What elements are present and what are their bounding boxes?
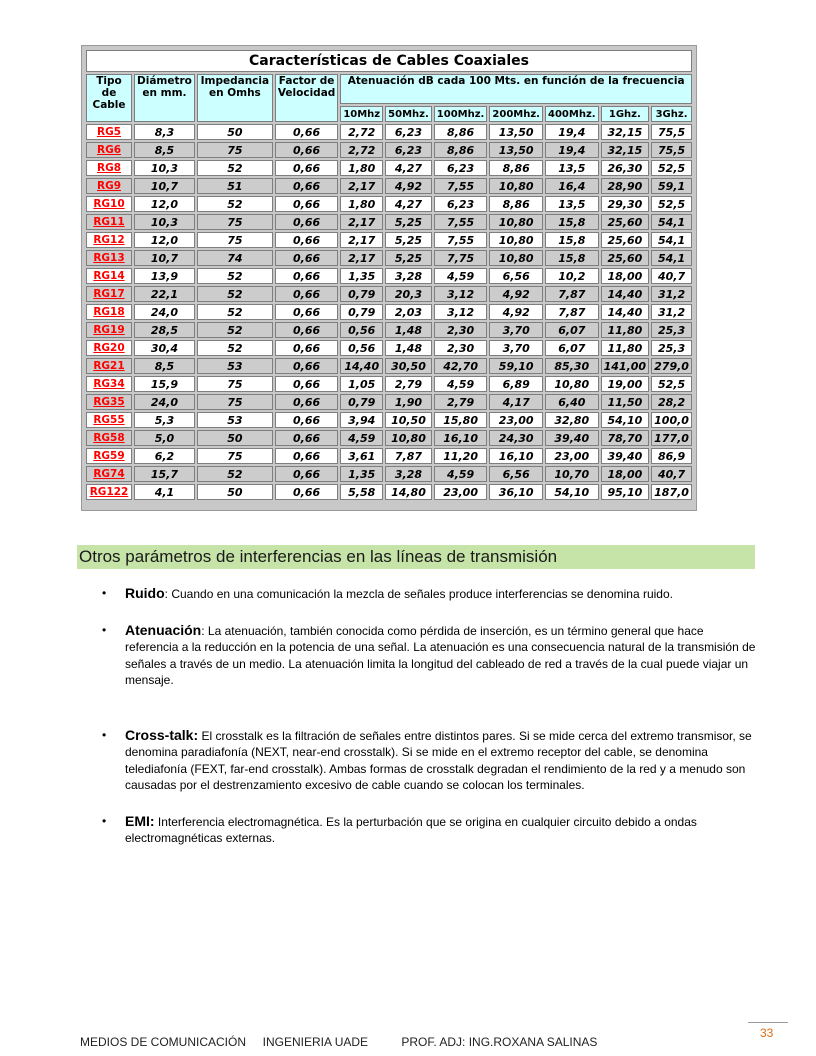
impedance-cell: 52 [197,322,273,338]
diameter-cell: 28,5 [134,322,195,338]
parameter-description: Cuando en una comunicación la mezcla de señales produce interferencias se denomina ruido. [168,587,673,601]
cable-type-link[interactable]: RG9 [86,178,132,194]
attenuation-cell: 36,10 [489,484,543,500]
attenuation-cell: 2,17 [340,178,383,194]
diameter-cell: 10,7 [134,250,195,266]
impedance-cell: 52 [197,466,273,482]
parameter-item [100,622,760,689]
attenuation-cell: 6,23 [434,196,488,212]
attenuation-cell: 2,72 [340,142,383,158]
attenuation-cell: 32,15 [601,142,649,158]
attenuation-cell: 25,60 [601,250,649,266]
velocity-cell: 0,66 [275,142,338,158]
attenuation-cell: 13,5 [545,196,599,212]
attenuation-cell: 2,03 [385,304,432,320]
table-row [86,178,692,194]
diameter-cell: 10,3 [134,160,195,176]
cable-type-link[interactable]: RG20 [86,340,132,356]
attenuation-cell: 0,56 [340,340,383,356]
attenuation-cell: 4,59 [434,376,488,392]
diameter-cell: 12,0 [134,196,195,212]
attenuation-cell: 10,80 [489,214,543,230]
diameter-cell: 8,5 [134,142,195,158]
attenuation-cell: 177,0 [651,430,692,446]
section-heading: Otros parámetros de interferencias en las líneas de transmisión [77,545,755,569]
impedance-cell: 50 [197,484,273,500]
attenuation-cell: 1,80 [340,196,383,212]
velocity-cell: 0,66 [275,160,338,176]
velocity-cell: 0,66 [275,268,338,284]
parameter-item [100,727,760,794]
attenuation-cell: 15,8 [545,250,599,266]
attenuation-cell: 3,70 [489,322,543,338]
header-frequency: 1Ghz. [601,106,649,122]
attenuation-cell: 5,25 [385,250,432,266]
velocity-cell: 0,66 [275,178,338,194]
velocity-cell: 0,66 [275,358,338,374]
header-impedance: Impedancia en Omhs [197,74,273,122]
attenuation-cell: 8,86 [489,196,543,212]
attenuation-cell: 6,89 [489,376,543,392]
attenuation-cell: 19,4 [545,124,599,140]
attenuation-cell: 4,92 [489,304,543,320]
attenuation-cell: 28,90 [601,178,649,194]
table-row [86,160,692,176]
attenuation-cell: 10,50 [385,412,432,428]
attenuation-cell: 11,50 [601,394,649,410]
attenuation-cell: 25,3 [651,322,692,338]
attenuation-cell: 10,80 [385,430,432,446]
attenuation-cell: 54,10 [545,484,599,500]
attenuation-cell: 2,72 [340,124,383,140]
attenuation-cell: 32,80 [545,412,599,428]
attenuation-cell: 14,40 [601,286,649,302]
diameter-cell: 15,9 [134,376,195,392]
table-row [86,322,692,338]
attenuation-cell: 100,0 [651,412,692,428]
parameter-description: El crosstalk es la filtración de señales entre distintos pares. Si se mide cerca del extremo transmisor, se denomina paradiafonía (NEXT, near-end crosstalk). Si se mide en el extremo receptor del cable, se denomina telediafonía (FEXT, far-end crosstalk). Ambas formas de crosstalk degradan el rendimiento de la red y a menudo son causadas por el destrenzamiento excesivo de cable cuando se colocan los terminales. [125,728,752,792]
table-row [86,142,692,158]
velocity-cell: 0,66 [275,232,338,248]
attenuation-cell: 4,92 [489,286,543,302]
attenuation-cell: 8,86 [434,124,488,140]
attenuation-cell: 23,00 [434,484,488,500]
velocity-cell: 0,66 [275,448,338,464]
attenuation-cell: 20,3 [385,286,432,302]
velocity-cell: 0,66 [275,484,338,500]
bullet-icon: • [102,727,107,742]
attenuation-cell: 31,2 [651,304,692,320]
attenuation-cell: 10,80 [489,232,543,248]
cable-type-link[interactable]: RG17 [86,286,132,302]
attenuation-cell: 1,80 [340,160,383,176]
table-row [86,484,692,500]
parameter-separator: : [201,623,205,638]
diameter-cell: 8,3 [134,124,195,140]
diameter-cell: 10,7 [134,178,195,194]
attenuation-cell: 4,17 [489,394,543,410]
diameter-cell: 10,3 [134,214,195,230]
attenuation-cell: 10,70 [545,466,599,482]
attenuation-cell: 2,79 [385,376,432,392]
interference-parameters-list [100,585,760,847]
attenuation-cell: 54,1 [651,250,692,266]
table-row [86,196,692,212]
attenuation-cell: 59,10 [489,358,543,374]
attenuation-cell: 30,50 [385,358,432,374]
table-row [86,214,692,230]
diameter-cell: 30,4 [134,340,195,356]
table-row [86,124,692,140]
attenuation-cell: 4,27 [385,196,432,212]
velocity-cell: 0,66 [275,124,338,140]
attenuation-cell: 16,10 [434,430,488,446]
cable-type-link[interactable]: RG12 [86,232,132,248]
velocity-cell: 0,66 [275,214,338,230]
impedance-cell: 74 [197,250,273,266]
impedance-cell: 75 [197,214,273,230]
impedance-cell: 51 [197,178,273,194]
cable-type-link[interactable]: RG34 [86,376,132,392]
attenuation-cell: 279,0 [651,358,692,374]
attenuation-cell: 5,25 [385,214,432,230]
table-row [86,358,692,374]
cable-type-link[interactable]: RG6 [86,142,132,158]
cable-type-link[interactable]: RG8 [86,160,132,176]
attenuation-cell: 2,30 [434,340,488,356]
attenuation-cell: 2,30 [434,322,488,338]
parameter-separator: : [164,587,168,601]
cable-type-link[interactable]: RG18 [86,304,132,320]
impedance-cell: 52 [197,304,273,320]
attenuation-cell: 4,27 [385,160,432,176]
diameter-cell: 22,1 [134,286,195,302]
page-footer: MEDIOS DE COMUNICACIÓN INGENIERIA UADE PROF. ADJ: ING.ROXANA SALINAS [80,1035,598,1049]
impedance-cell: 50 [197,430,273,446]
attenuation-cell: 52,5 [651,196,692,212]
attenuation-cell: 8,86 [434,142,488,158]
velocity-cell: 0,66 [275,286,338,302]
attenuation-cell: 18,00 [601,268,649,284]
parameter-term: Atenuación [125,621,202,638]
attenuation-cell: 95,10 [601,484,649,500]
impedance-cell: 75 [197,448,273,464]
velocity-cell: 0,66 [275,340,338,356]
attenuation-cell: 10,2 [545,268,599,284]
table-row [86,304,692,320]
attenuation-cell: 23,00 [545,448,599,464]
parameter-item [100,585,760,603]
attenuation-cell: 18,00 [601,466,649,482]
velocity-cell: 0,66 [275,304,338,320]
cable-type-link[interactable]: RG58 [86,430,132,446]
cable-type-link[interactable]: RG13 [86,250,132,266]
table-row [86,268,692,284]
impedance-cell: 75 [197,376,273,392]
attenuation-cell: 3,61 [340,448,383,464]
attenuation-cell: 75,5 [651,142,692,158]
header-velocity: Factor de Velocidad [275,74,338,122]
velocity-cell: 0,66 [275,412,338,428]
velocity-cell: 0,66 [275,376,338,392]
attenuation-cell: 39,40 [545,430,599,446]
attenuation-cell: 7,55 [434,232,488,248]
table-title: Características de Cables Coaxiales [86,50,692,72]
bullet-icon: • [102,813,107,828]
attenuation-cell: 6,23 [434,160,488,176]
attenuation-cell: 15,80 [434,412,488,428]
impedance-cell: 52 [197,268,273,284]
diameter-cell: 24,0 [134,304,195,320]
attenuation-cell: 25,60 [601,232,649,248]
attenuation-cell: 14,40 [601,304,649,320]
attenuation-cell: 11,80 [601,340,649,356]
header-frequency: 50Mhz. [385,106,432,122]
cable-type-link[interactable]: RG55 [86,412,132,428]
attenuation-cell: 54,1 [651,232,692,248]
attenuation-cell: 1,48 [385,340,432,356]
diameter-cell: 6,2 [134,448,195,464]
attenuation-cell: 1,90 [385,394,432,410]
attenuation-cell: 3,28 [385,466,432,482]
attenuation-cell: 141,00 [601,358,649,374]
attenuation-cell: 4,59 [434,466,488,482]
parameter-item [100,813,760,847]
velocity-cell: 0,66 [275,394,338,410]
attenuation-cell: 0,79 [340,304,383,320]
attenuation-cell: 3,70 [489,340,543,356]
attenuation-cell: 78,70 [601,430,649,446]
attenuation-cell: 14,80 [385,484,432,500]
attenuation-cell: 6,07 [545,322,599,338]
diameter-cell: 12,0 [134,232,195,248]
impedance-cell: 53 [197,412,273,428]
attenuation-cell: 10,80 [489,178,543,194]
attenuation-cell: 3,12 [434,286,488,302]
attenuation-cell: 5,25 [385,232,432,248]
attenuation-cell: 0,56 [340,322,383,338]
attenuation-cell: 3,12 [434,304,488,320]
diameter-cell: 8,5 [134,358,195,374]
attenuation-cell: 13,50 [489,142,543,158]
attenuation-cell: 11,80 [601,322,649,338]
attenuation-cell: 187,0 [651,484,692,500]
attenuation-cell: 13,50 [489,124,543,140]
attenuation-cell: 7,75 [434,250,488,266]
header-cable-type: Tipo de Cable [86,74,132,122]
coaxial-cables-table [84,48,694,502]
attenuation-cell: 2,17 [340,250,383,266]
table-row [86,250,692,266]
cable-type-link[interactable]: RG35 [86,394,132,410]
cable-type-link[interactable]: RG74 [86,466,132,482]
diameter-cell: 4,1 [134,484,195,500]
attenuation-cell: 6,56 [489,268,543,284]
table-row [86,376,692,392]
bullet-icon: • [102,586,107,600]
attenuation-cell: 2,17 [340,214,383,230]
impedance-cell: 75 [197,394,273,410]
table-row [86,430,692,446]
cable-type-link[interactable]: RG19 [86,322,132,338]
attenuation-cell: 11,20 [434,448,488,464]
cable-type-link[interactable]: RG122 [86,484,132,500]
attenuation-cell: 54,1 [651,214,692,230]
attenuation-cell: 7,55 [434,214,488,230]
attenuation-cell: 10,80 [489,250,543,266]
diameter-cell: 5,3 [134,412,195,428]
diameter-cell: 24,0 [134,394,195,410]
attenuation-cell: 52,5 [651,376,692,392]
table-row [86,394,692,410]
attenuation-cell: 26,30 [601,160,649,176]
attenuation-cell: 52,5 [651,160,692,176]
attenuation-cell: 14,40 [340,358,383,374]
attenuation-cell: 1,48 [385,322,432,338]
header-frequency: 400Mhz. [545,106,599,122]
cable-type-link[interactable]: RG14 [86,268,132,284]
page-number-rule [748,1022,788,1023]
attenuation-cell: 86,9 [651,448,692,464]
impedance-cell: 50 [197,124,273,140]
header-frequency: 3Ghz. [651,106,692,122]
attenuation-cell: 25,3 [651,340,692,356]
attenuation-cell: 42,70 [434,358,488,374]
attenuation-cell: 23,00 [489,412,543,428]
attenuation-cell: 0,79 [340,286,383,302]
parameter-term: EMI: [125,812,155,829]
attenuation-cell: 10,80 [545,376,599,392]
attenuation-cell: 16,10 [489,448,543,464]
parameter-description: La atenuación, también conocida como pérdida de inserción, es un término general que hace referencia a la reducción en la potencia de una señal. La atenuación es una consecuencia natural de la transmisión de señales a través de un medio. La atenuación limita la longitud del cableado de red a través de la cual puede viajar un mensaje. [125,623,756,687]
table-row [86,286,692,302]
attenuation-cell: 1,35 [340,466,383,482]
attenuation-cell: 13,5 [545,160,599,176]
page-number: 33 [760,1026,774,1040]
attenuation-cell: 4,92 [385,178,432,194]
attenuation-cell: 1,35 [340,268,383,284]
attenuation-cell: 6,23 [385,142,432,158]
cable-type-link[interactable]: RG59 [86,448,132,464]
attenuation-cell: 40,7 [651,268,692,284]
header-diameter: Diámetro en mm. [134,74,195,122]
parameter-term: Ruido [125,585,165,601]
header-frequency: 10Mhz [340,106,383,122]
attenuation-cell: 16,4 [545,178,599,194]
impedance-cell: 52 [197,286,273,302]
diameter-cell: 5,0 [134,430,195,446]
attenuation-cell: 1,05 [340,376,383,392]
table-row [86,466,692,482]
attenuation-cell: 6,40 [545,394,599,410]
attenuation-cell: 8,86 [489,160,543,176]
velocity-cell: 0,66 [275,430,338,446]
cable-type-link[interactable]: RG11 [86,214,132,230]
attenuation-cell: 6,07 [545,340,599,356]
attenuation-cell: 7,87 [385,448,432,464]
attenuation-cell: 7,55 [434,178,488,194]
attenuation-cell: 54,10 [601,412,649,428]
attenuation-cell: 85,30 [545,358,599,374]
attenuation-cell: 6,56 [489,466,543,482]
attenuation-cell: 4,59 [434,268,488,284]
attenuation-cell: 75,5 [651,124,692,140]
attenuation-cell: 7,87 [545,286,599,302]
attenuation-cell: 5,58 [340,484,383,500]
cable-type-link[interactable]: RG10 [86,196,132,212]
bullet-icon: • [102,622,107,637]
attenuation-cell: 2,79 [434,394,488,410]
coaxial-cables-table-container [81,45,697,511]
velocity-cell: 0,66 [275,466,338,482]
parameter-term: Cross-talk: [125,726,199,743]
attenuation-cell: 19,00 [601,376,649,392]
attenuation-cell: 25,60 [601,214,649,230]
attenuation-cell: 24,30 [489,430,543,446]
diameter-cell: 13,9 [134,268,195,284]
attenuation-cell: 40,7 [651,466,692,482]
impedance-cell: 52 [197,160,273,176]
attenuation-cell: 29,30 [601,196,649,212]
table-row [86,412,692,428]
attenuation-cell: 28,2 [651,394,692,410]
header-attenuation: Atenuación dB cada 100 Mts. en función de la frecuencia [340,74,692,104]
impedance-cell: 52 [197,340,273,356]
diameter-cell: 15,7 [134,466,195,482]
velocity-cell: 0,66 [275,196,338,212]
velocity-cell: 0,66 [275,322,338,338]
attenuation-cell: 3,94 [340,412,383,428]
table-row [86,232,692,248]
attenuation-cell: 19,4 [545,142,599,158]
velocity-cell: 0,66 [275,250,338,266]
header-frequency: 100Mhz. [434,106,488,122]
attenuation-cell: 3,28 [385,268,432,284]
attenuation-cell: 32,15 [601,124,649,140]
attenuation-cell: 0,79 [340,394,383,410]
impedance-cell: 75 [197,232,273,248]
table-row [86,340,692,356]
attenuation-cell: 15,8 [545,232,599,248]
attenuation-cell: 15,8 [545,214,599,230]
cable-type-link[interactable]: RG21 [86,358,132,374]
impedance-cell: 53 [197,358,273,374]
impedance-cell: 75 [197,142,273,158]
attenuation-cell: 39,40 [601,448,649,464]
table-row [86,448,692,464]
table-body [86,124,692,500]
attenuation-cell: 4,59 [340,430,383,446]
attenuation-cell: 59,1 [651,178,692,194]
header-frequency: 200Mhz. [489,106,543,122]
attenuation-cell: 2,17 [340,232,383,248]
attenuation-cell: 6,23 [385,124,432,140]
attenuation-cell: 7,87 [545,304,599,320]
parameter-description: Interferencia electromagnética. Es la perturbación que se origina en cualquier circuito debido a ondas electromagnéticas externas. [125,814,697,845]
cable-type-link[interactable]: RG5 [86,124,132,140]
impedance-cell: 52 [197,196,273,212]
attenuation-cell: 31,2 [651,286,692,302]
